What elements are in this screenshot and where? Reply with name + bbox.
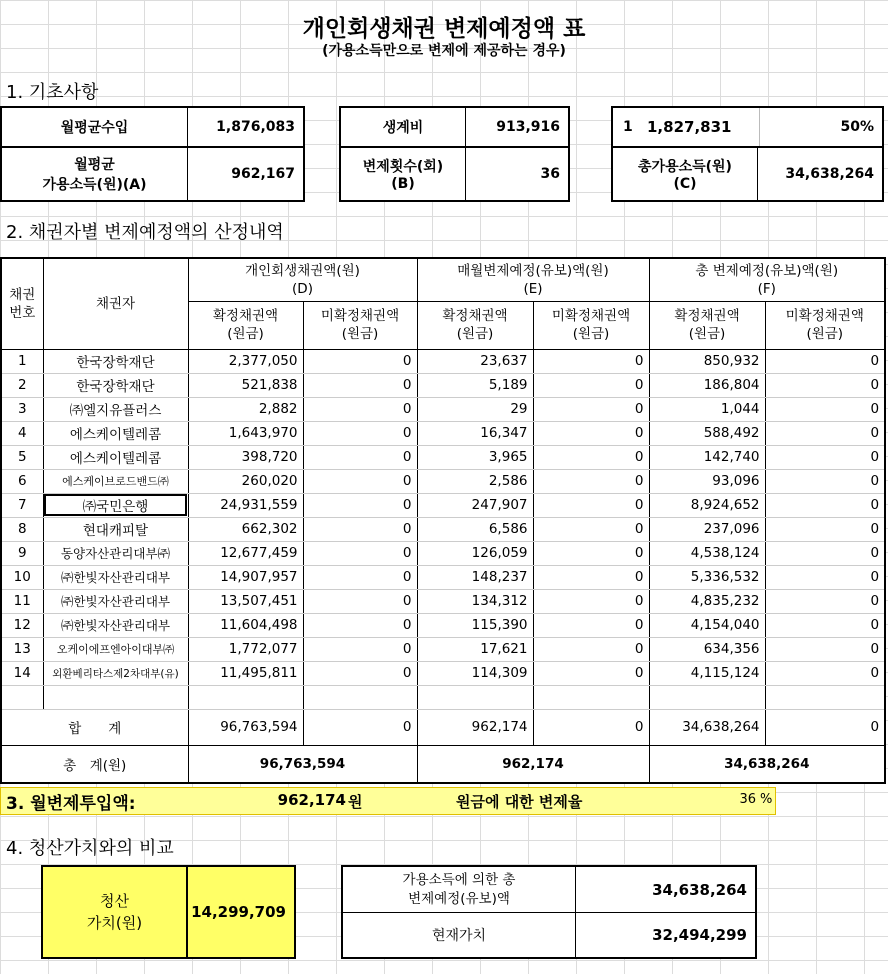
table-row (1, 565, 885, 589)
disposable-label-line1: 월평균 (74, 157, 115, 173)
cell-e-confirmed[interactable]: 2,586 (417, 469, 533, 493)
cell-empty[interactable] (1, 685, 43, 709)
cell-f-unconfirmed[interactable]: 0 (765, 421, 885, 445)
ratio-percent[interactable]: 50% (840, 119, 874, 135)
cell-e-confirmed[interactable]: 126,059 (417, 541, 533, 565)
disposable-income-label (2, 148, 187, 200)
cell-d-unconfirmed[interactable]: 0 (303, 469, 417, 493)
repay-rate-label: 원금에 대한 변제율 (456, 793, 583, 811)
cell-creditor[interactable]: 에스케이브로드밴드㈜ (43, 469, 188, 493)
cell-empty[interactable] (417, 685, 533, 709)
cell-e-unconfirmed[interactable]: 0 (533, 469, 649, 493)
cell-d-confirmed[interactable]: 14,907,957 (188, 565, 303, 589)
cell-d-unconfirmed[interactable]: 0 (303, 445, 417, 469)
cell-no[interactable]: 7 (1, 493, 43, 517)
comparison-box (341, 865, 757, 959)
living-cost-label: 생계비 (382, 120, 424, 136)
cell-d-unconfirmed[interactable]: 0 (303, 541, 417, 565)
subtotal-e-unconfirmed[interactable]: 0 (533, 709, 649, 745)
header-e-unconfirmed: 미확정채권액 (원금) (533, 301, 649, 349)
table-row (1, 517, 885, 541)
present-value-label: 현재가치 (431, 928, 487, 944)
creditor-table (0, 257, 886, 784)
header-e: 매월변제예정(유보)액(원) (E) (417, 258, 649, 301)
cell-f-unconfirmed[interactable]: 0 (765, 445, 885, 469)
cell-empty[interactable] (188, 685, 303, 709)
header-creditor: 채권자 (43, 258, 188, 349)
cell-e-unconfirmed[interactable]: 0 (533, 565, 649, 589)
cell-no[interactable]: 11 (1, 589, 43, 613)
basic-info-box-total (611, 106, 884, 202)
cell-f-confirmed[interactable]: 4,538,124 (649, 541, 765, 565)
repay-count-label (341, 148, 465, 200)
monthly-repay-amount[interactable]: 962,174 (277, 791, 346, 809)
section3-heading: 3. 월변제투입액: (6, 794, 136, 814)
page-subtitle: (가용소득만으로 변제에 제공하는 경우) (322, 43, 566, 59)
cell-creditor[interactable]: 에스케이텔레콤 (43, 421, 188, 445)
cell-e-unconfirmed[interactable]: 0 (533, 397, 649, 421)
cell-e-unconfirmed[interactable]: 0 (533, 637, 649, 661)
disposable-label-line2: 가용소득(원)(A) (42, 177, 147, 193)
cell-empty[interactable] (533, 685, 649, 709)
cell-d-confirmed[interactable]: 13,507,451 (188, 589, 303, 613)
cell-creditor[interactable]: 현대캐피탈 (43, 517, 188, 541)
table-row (1, 349, 885, 373)
cell-e-confirmed[interactable]: 247,907 (417, 493, 533, 517)
cell-f-confirmed[interactable]: 588,492 (649, 421, 765, 445)
cell-f-unconfirmed[interactable]: 0 (765, 493, 885, 517)
count-label-line2: (B) (391, 176, 415, 192)
cell-no[interactable]: 12 (1, 613, 43, 637)
cell-f-unconfirmed[interactable]: 0 (765, 349, 885, 373)
cell-no[interactable]: 6 (1, 469, 43, 493)
cell-f-confirmed[interactable]: 850,932 (649, 349, 765, 373)
section4-heading: 4. 청산가치와의 비교 (6, 838, 174, 859)
cell-f-confirmed[interactable]: 237,096 (649, 517, 765, 541)
cell-d-unconfirmed[interactable]: 0 (303, 421, 417, 445)
subtotal-d-unconfirmed[interactable]: 0 (303, 709, 417, 745)
cell-e-unconfirmed[interactable]: 0 (533, 661, 649, 685)
cell-d-unconfirmed[interactable]: 0 (303, 613, 417, 637)
cell-e-unconfirmed[interactable]: 0 (533, 373, 649, 397)
disposable-income-value[interactable]: 962,167 (231, 166, 295, 182)
cell-e-unconfirmed[interactable]: 0 (533, 541, 649, 565)
cell-creditor[interactable]: 외환베리타스제2차대부(유) (43, 661, 188, 685)
grand-total-row (1, 745, 885, 783)
basic-info-box-income (0, 106, 305, 202)
total-repay-label-line1: 가용소득에 의한 총 (402, 871, 516, 888)
cell-e-confirmed[interactable]: 134,312 (417, 589, 533, 613)
cell-d-unconfirmed[interactable]: 0 (303, 589, 417, 613)
cell-f-unconfirmed[interactable]: 0 (765, 613, 885, 637)
subtotal-label: 합 계 (1, 709, 188, 745)
cell-f-unconfirmed[interactable]: 0 (765, 397, 885, 421)
cell-f-confirmed[interactable]: 5,336,532 (649, 565, 765, 589)
cell-f-unconfirmed[interactable]: 0 (765, 469, 885, 493)
cell-no[interactable]: 1 (1, 349, 43, 373)
cell-f-confirmed[interactable]: 186,804 (649, 373, 765, 397)
present-value-value[interactable]: 32,494,299 (652, 926, 747, 944)
cell-e-unconfirmed[interactable]: 0 (533, 613, 649, 637)
ratio-index: 1 (623, 119, 633, 135)
grand-total-f[interactable]: 34,638,264 (649, 745, 885, 783)
liquidation-value-box (41, 865, 296, 959)
total-repay-label-line2: 변제예정(유보)액 (408, 890, 510, 907)
table-row (1, 637, 885, 661)
cell-creditor[interactable]: ㈜엘지유플러스 (43, 397, 188, 421)
total-repay-label (343, 867, 575, 912)
repay-count-value[interactable]: 36 (540, 166, 560, 182)
cell-e-confirmed[interactable]: 3,965 (417, 445, 533, 469)
grand-total-d[interactable]: 96,763,594 (188, 745, 417, 783)
header-f: 총 변제예정(유보)액(원) (F) (649, 258, 885, 301)
total-repay-value[interactable]: 34,638,264 (652, 880, 747, 899)
cell-d-confirmed[interactable]: 1,643,970 (188, 421, 303, 445)
liquidation-label-line1: 청산 (100, 892, 129, 910)
cell-no[interactable]: 14 (1, 661, 43, 685)
cell-d-confirmed[interactable]: 2,882 (188, 397, 303, 421)
cell-d-confirmed[interactable]: 12,677,459 (188, 541, 303, 565)
grand-total-e[interactable]: 962,174 (417, 745, 649, 783)
header-f-unconfirmed: 미확정채권액 (원금) (765, 301, 885, 349)
table-row (1, 469, 885, 493)
repay-rate-value[interactable]: 36 (739, 792, 756, 807)
header-d: 개인회생채권액(원) (D) (188, 258, 417, 301)
subtotal-f-confirmed[interactable]: 34,638,264 (649, 709, 765, 745)
liquidation-label-line2: 가치(원) (86, 914, 143, 932)
table-row (1, 397, 885, 421)
cell-d-confirmed[interactable]: 2,377,050 (188, 349, 303, 373)
subtotal-d-confirmed[interactable]: 96,763,594 (188, 709, 303, 745)
cell-no[interactable]: 13 (1, 637, 43, 661)
cell-no[interactable]: 10 (1, 565, 43, 589)
header-f-confirmed: 확정채권액 (원금) (649, 301, 765, 349)
monthly-repay-unit: 원 (348, 793, 363, 811)
cell-d-unconfirmed[interactable]: 0 (303, 373, 417, 397)
cell-f-confirmed[interactable]: 634,356 (649, 637, 765, 661)
liquidation-value[interactable]: 14,299,709 (191, 903, 286, 921)
cell-f-confirmed[interactable]: 4,115,124 (649, 661, 765, 685)
cell-e-confirmed[interactable]: 148,237 (417, 565, 533, 589)
cell-e-unconfirmed[interactable]: 0 (533, 421, 649, 445)
cell-f-unconfirmed[interactable]: 0 (765, 373, 885, 397)
basic-info-box-living (339, 106, 570, 202)
cell-d-confirmed[interactable]: 1,772,077 (188, 637, 303, 661)
total-income-label-line1: 총가용소득(원) (638, 159, 732, 175)
total-income-label-line2: (C) (673, 176, 697, 192)
cell-no[interactable]: 8 (1, 517, 43, 541)
cell-empty[interactable] (765, 685, 885, 709)
liquidation-label (43, 867, 186, 957)
cell-no[interactable]: 3 (1, 397, 43, 421)
cell-e-unconfirmed[interactable]: 0 (533, 589, 649, 613)
cell-e-unconfirmed[interactable]: 0 (533, 517, 649, 541)
grand-total-label: 총 계(원) (1, 745, 188, 783)
table-row (1, 589, 885, 613)
cell-d-confirmed[interactable]: 521,838 (188, 373, 303, 397)
cell-creditor[interactable]: ㈜한빛자산관리대부 (43, 613, 188, 637)
total-income-label (613, 148, 757, 200)
cell-creditor[interactable]: 오케이에프엔아이대부㈜ (43, 637, 188, 661)
cell-f-confirmed[interactable]: 4,835,232 (649, 589, 765, 613)
cell-f-unconfirmed[interactable]: 0 (765, 589, 885, 613)
count-label-line1: 변제횟수(회) (362, 159, 444, 175)
cell-no[interactable]: 2 (1, 373, 43, 397)
cell-f-confirmed[interactable]: 4,154,040 (649, 613, 765, 637)
header-e-confirmed: 확정채권액 (원금) (417, 301, 533, 349)
cell-e-confirmed[interactable]: 29 (417, 397, 533, 421)
repay-rate-unit: % (760, 792, 773, 807)
table-row (1, 661, 885, 685)
cell-d-unconfirmed[interactable]: 0 (303, 349, 417, 373)
cell-e-confirmed[interactable]: 17,621 (417, 637, 533, 661)
cell-e-unconfirmed[interactable]: 0 (533, 493, 649, 517)
ratio-amount[interactable]: 1,827,831 (647, 118, 732, 136)
cell-d-unconfirmed[interactable]: 0 (303, 397, 417, 421)
cell-f-confirmed[interactable]: 93,096 (649, 469, 765, 493)
cell-f-confirmed[interactable]: 142,740 (649, 445, 765, 469)
cell-f-unconfirmed[interactable]: 0 (765, 661, 885, 685)
cell-d-confirmed[interactable]: 662,302 (188, 517, 303, 541)
header-no: 채권 번호 (1, 258, 43, 349)
cell-empty[interactable] (303, 685, 417, 709)
subtotal-row (1, 709, 885, 745)
cell-creditor[interactable]: 에스케이텔레콤 (43, 445, 188, 469)
table-row (1, 373, 885, 397)
cell-creditor[interactable]: ㈜한빛자산관리대부 (43, 565, 188, 589)
cell-f-unconfirmed[interactable]: 0 (765, 565, 885, 589)
cell-e-unconfirmed[interactable]: 0 (533, 445, 649, 469)
header-d-confirmed: 확정채권액 (원금) (188, 301, 303, 349)
subtotal-e-confirmed[interactable]: 962,174 (417, 709, 533, 745)
header-d-unconfirmed: 미확정채권액 (원금) (303, 301, 417, 349)
table-row (1, 613, 885, 637)
cell-e-confirmed[interactable]: 5,189 (417, 373, 533, 397)
table-row (1, 541, 885, 565)
section1-heading: 1. 기초사항 (6, 82, 99, 103)
cell-empty[interactable] (43, 685, 188, 709)
cell-d-unconfirmed[interactable]: 0 (303, 637, 417, 661)
table-row (1, 421, 885, 445)
cell-d-confirmed[interactable]: 11,495,811 (188, 661, 303, 685)
cell-d-confirmed[interactable]: 398,720 (188, 445, 303, 469)
cell-f-unconfirmed[interactable]: 0 (765, 517, 885, 541)
living-cost-value[interactable]: 913,916 (496, 119, 560, 135)
cell-e-confirmed[interactable]: 6,586 (417, 517, 533, 541)
cell-d-confirmed[interactable]: 260,020 (188, 469, 303, 493)
cell-creditor[interactable]: 한국장학재단 (43, 373, 188, 397)
cell-e-unconfirmed[interactable]: 0 (533, 349, 649, 373)
cell-d-unconfirmed[interactable]: 0 (303, 493, 417, 517)
cell-no[interactable]: 5 (1, 445, 43, 469)
section2-heading: 2. 채권자별 변제예정액의 산정내역 (6, 222, 284, 243)
cell-f-confirmed[interactable]: 1,044 (649, 397, 765, 421)
table-row (1, 493, 885, 517)
cell-e-confirmed[interactable]: 114,309 (417, 661, 533, 685)
cell-creditor-selected[interactable]: ㈜국민은행 (43, 493, 188, 517)
cell-no[interactable]: 4 (1, 421, 43, 445)
cell-e-confirmed[interactable]: 16,347 (417, 421, 533, 445)
monthly-income-value[interactable]: 1,876,083 (216, 119, 295, 135)
cell-creditor[interactable]: 동양자산관리대부㈜ (43, 541, 188, 565)
cell-e-confirmed[interactable]: 115,390 (417, 613, 533, 637)
page-title: 개인회생채권 변제예정액 표 (302, 16, 586, 42)
cell-d-unconfirmed[interactable]: 0 (303, 517, 417, 541)
table-row (1, 445, 885, 469)
total-income-value[interactable]: 34,638,264 (785, 166, 874, 182)
cell-f-unconfirmed[interactable]: 0 (765, 637, 885, 661)
monthly-income-label: 월평균수입 (60, 120, 129, 136)
cell-d-unconfirmed[interactable]: 0 (303, 565, 417, 589)
cell-d-unconfirmed[interactable]: 0 (303, 661, 417, 685)
cell-no[interactable]: 9 (1, 541, 43, 565)
cell-d-confirmed[interactable]: 11,604,498 (188, 613, 303, 637)
cell-d-confirmed[interactable]: 24,931,559 (188, 493, 303, 517)
cell-f-unconfirmed[interactable]: 0 (765, 541, 885, 565)
cell-empty[interactable] (649, 685, 765, 709)
cell-creditor[interactable]: 한국장학재단 (43, 349, 188, 373)
cell-f-confirmed[interactable]: 8,924,652 (649, 493, 765, 517)
cell-creditor[interactable]: ㈜한빛자산관리대부 (43, 589, 188, 613)
cell-e-confirmed[interactable]: 23,637 (417, 349, 533, 373)
subtotal-f-unconfirmed[interactable]: 0 (765, 709, 885, 745)
table-row-empty (1, 685, 885, 709)
